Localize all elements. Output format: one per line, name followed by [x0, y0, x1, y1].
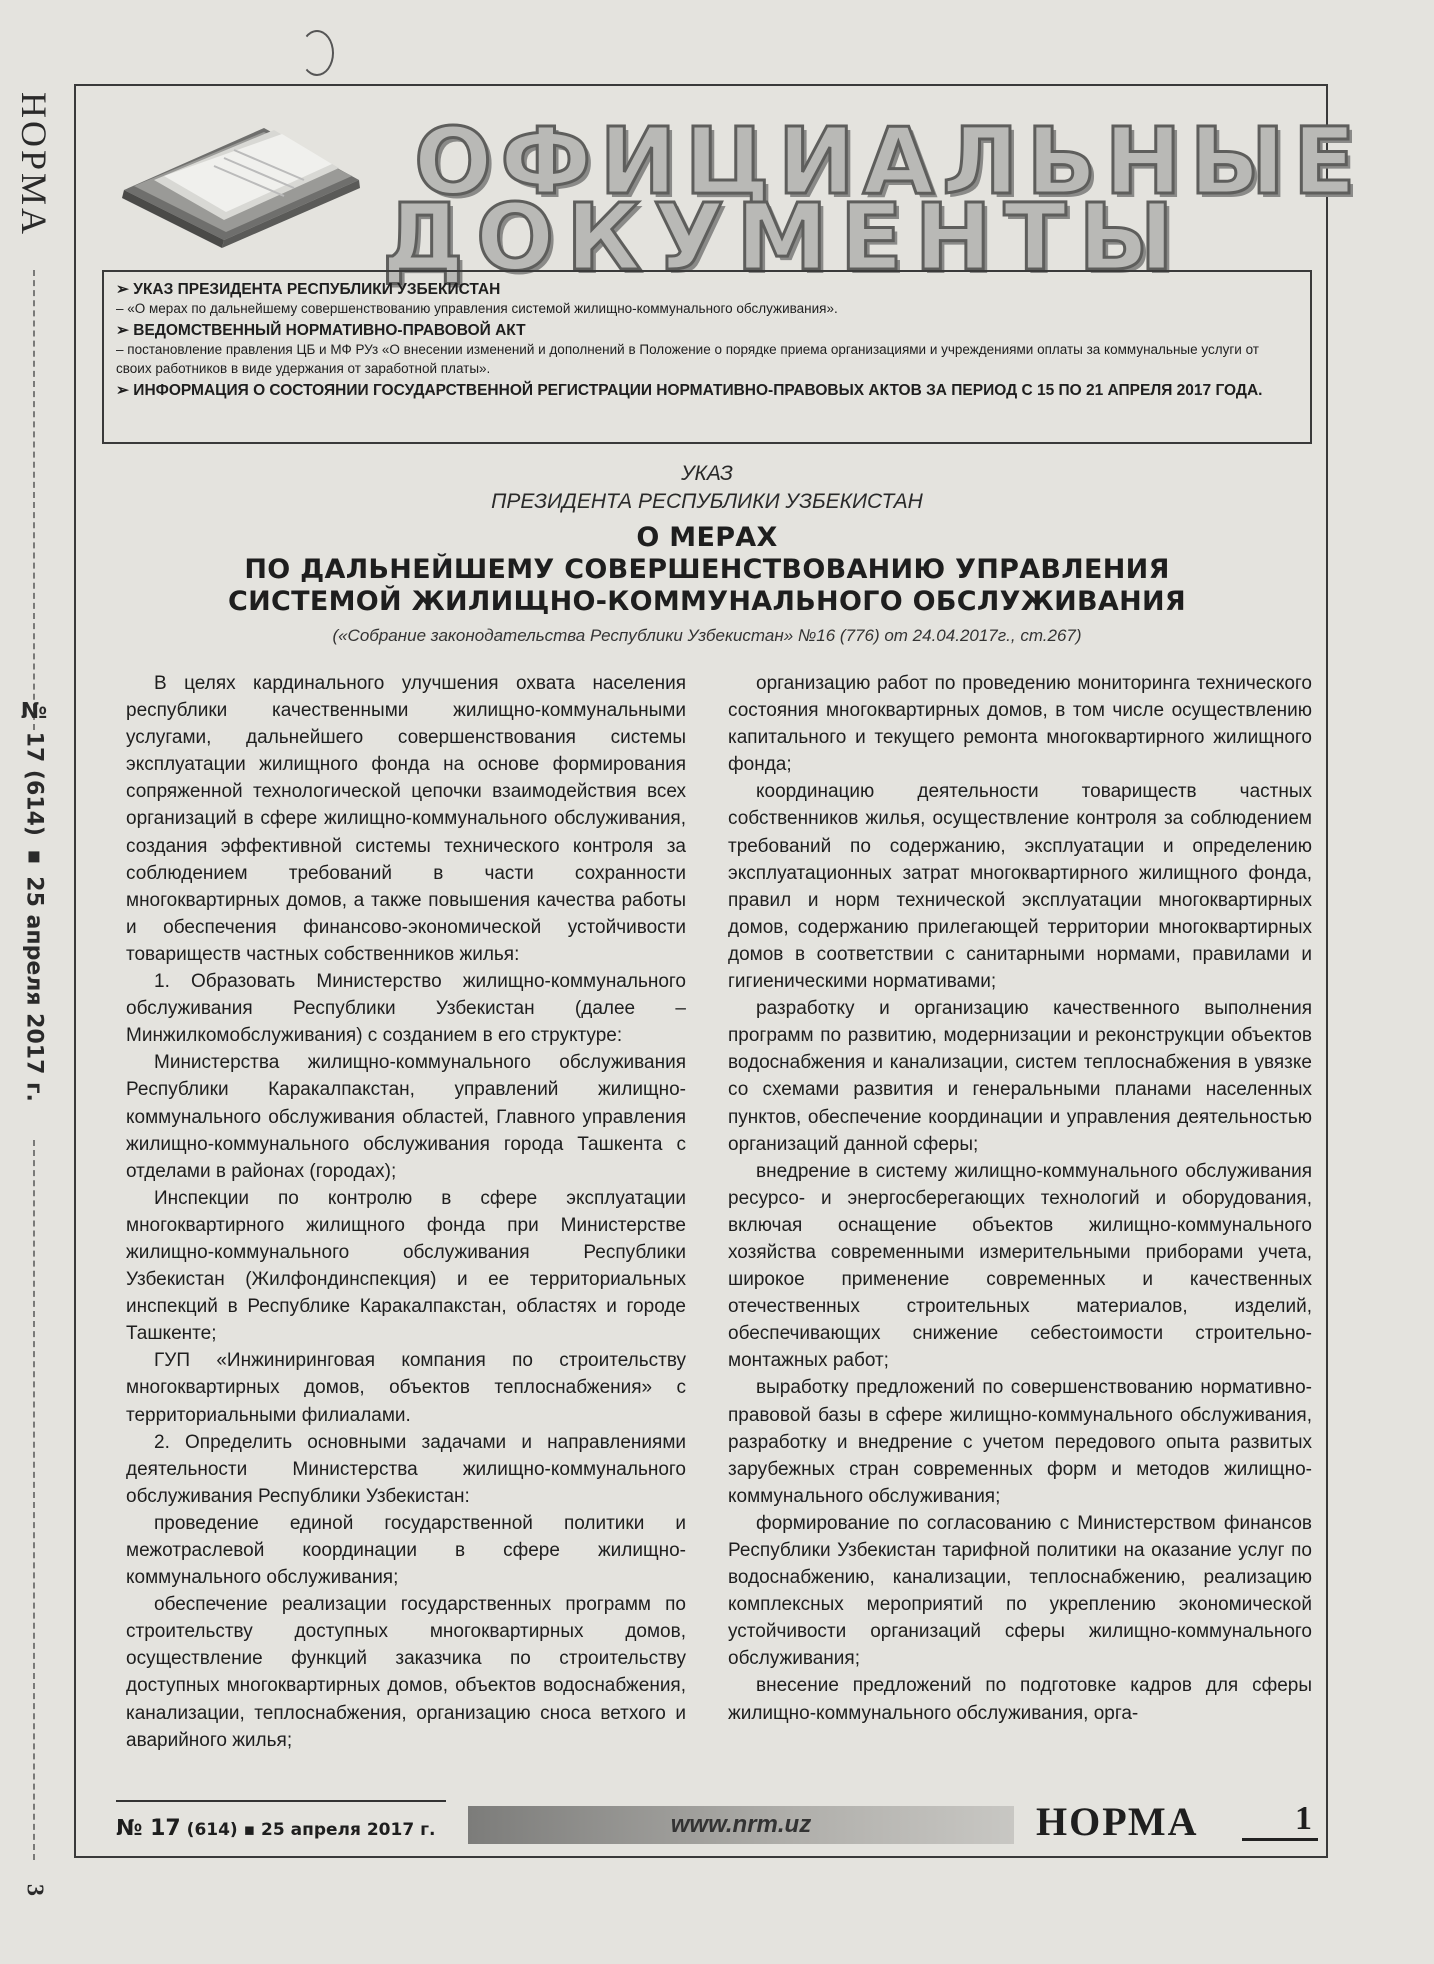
footer-issue-number: № 17 — [116, 1816, 181, 1841]
vertical-sidebar — [14, 70, 54, 1930]
sidebar-brand: НОРМА — [14, 92, 54, 238]
paragraph: Министерства жилищно-коммунального обслуживания Республики Каракалпакстан, управлений жилищно-коммунального обслуживания областей, Главного управления жилищно-коммунального обслуживания города Ташкента с отделами в районах (городах); — [126, 1052, 686, 1182]
page-number: 1 — [1242, 1800, 1318, 1841]
right-column — [728, 670, 1312, 1727]
sidebar-divider — [33, 1140, 35, 1860]
document-type: УКАЗ — [681, 462, 733, 485]
punch-hole — [300, 30, 334, 76]
documents-folder-icon — [114, 110, 364, 250]
contents-item-title: ➢ УКАЗ ПРЕЗИДЕНТА РЕСПУБЛИКИ УЗБЕКИСТАН — [116, 280, 1298, 299]
paragraph: организацию работ по проведению мониторинга технического состояния многоквартирных домов, в том числе осуществлению капитального и текущего ремонта многоквартирного жилищного фонда; — [728, 673, 1312, 776]
document-title — [102, 522, 1312, 618]
footer-website-bar — [468, 1806, 1014, 1844]
footer-issue-info — [116, 1816, 435, 1841]
contents-item — [116, 280, 1298, 318]
paragraph: Инспекции по контролю в сфере эксплуатации многоквартирного жилищного фонда при Министерстве жилищно-коммунального обслуживания Республики Узбекистан (Жилфондинспекция) и ее территориальных инспекций в Республике Каракалпакстан, областях и городе Ташкенте; — [126, 1187, 686, 1345]
paragraph: внесение предложений по подготовке кадров для сферы жилищно-коммунального обслуживания, орга- — [728, 1675, 1312, 1724]
paragraph: внедрение в систему жилищно-коммунального обслуживания ресурсо- и энергосберегающих технологий и оборудования, включая оснащение объектов жилищно-коммунального хозяйства современными измерительными приборами учета, широкое применение современных и качественных отечественных строительных материалов, изделий, обеспечивающих снижение себестоимости строительно-монтажных работ; — [728, 1160, 1312, 1372]
contents-item-title: ➢ ВЕДОМСТВЕННЫЙ НОРМАТИВНО-ПРАВОВОЙ АКТ — [116, 321, 1298, 340]
paragraph: координацию деятельности товариществ частных собственников жилья, осуществление контроля за соблюдением требований по содержанию, эксплуатации и определению эксплуатационных затрат многоквартирного жилищного фонда, правил и норм технической эксплуатации многоквартирных домов, содержанию прилегающей территории многоквартирных домов в соответствии с санитарными нормами, правилами и гигиеническими нормативами; — [728, 781, 1312, 993]
contents-item — [116, 381, 1298, 400]
paragraph: ГУП «Инжиниринговая компания по строительству многоквартирных домов, объектов теплоснабжения» с территориальными филиалами. — [126, 1350, 686, 1426]
sidebar-page: 3 — [21, 1884, 48, 1896]
paragraph: 2. Определить основными задачами и направлениями деятельности Министерства жилищно-коммунального обслуживания Республики Узбекистан: — [126, 1431, 686, 1507]
document-heading — [102, 460, 1312, 646]
sidebar-divider — [33, 270, 35, 730]
paragraph: проведение единой государственной политики и межотраслевой координации в сфере жилищно-коммунального обслуживания; — [126, 1512, 686, 1589]
document-title-line: О МЕРАХ — [636, 522, 778, 553]
website-link[interactable]: www.nrm.uz — [670, 1811, 812, 1838]
contents-item-title: ➢ ИНФОРМАЦИЯ О СОСТОЯНИИ ГОСУДАРСТВЕННОЙ РЕГИСТРАЦИИ НОРМАТИВНО-ПРАВОВЫХ АКТОВ ЗА ПЕРИОД С 15 ПО 21 АПРЕЛЯ 2017 ГОДА. — [116, 381, 1298, 400]
paragraph: выработку предложений по совершенствованию нормативно-правовой базы в сфере жилищно-коммунального обслуживания, разработку и внедрение с учетом передового опыта развитых зарубежных стран современных форм и методов жилищно-коммунального обслуживания; — [728, 1377, 1312, 1507]
document-issuer: ПРЕЗИДЕНТА РЕСПУБЛИКИ УЗБЕКИСТАН — [491, 490, 923, 513]
document-title-line: ПО ДАЛЬНЕЙШЕМУ СОВЕРШЕНСТВОВАНИЮ УПРАВЛЕНИЯ — [244, 554, 1170, 585]
contents-box — [102, 270, 1312, 444]
paragraph: обеспечение реализации государственных программ по строительству доступных многоквартирных домов, осуществление функций заказчика по строительству доступных многоквартирных домов, объектов водоснабжения, канализации, теплоснабжения, организацию сноса ветхого и аварийного жилья; — [126, 1594, 686, 1751]
footer-rule — [116, 1800, 446, 1802]
footer-brand-logo: НОРМА — [1036, 1799, 1199, 1844]
document-title-line: СИСТЕМОЙ ЖИЛИЩНО-КОММУНАЛЬНОГО ОБСЛУЖИВАНИЯ — [228, 586, 1186, 617]
paragraph: В целях кардинального улучшения охвата населения республики качественными жилищно-коммунальными услугами, дальнейшего совершенствования системы эксплуатации жилищного фонда на основе формирования сопряженной технологической цепочки взаимодействия всех организаций в сфере жилищно-коммунального обслуживания, создания эффективной системы технического контроля за соблюдением требований в части сохранности многоквартирных домов, а также повышения качества работы и обеспечения финансово-экономической устойчивости товариществ частных собственников жилья: — [126, 673, 686, 965]
contents-item-desc: – постановление правления ЦБ и МФ РУз «О внесении изменений и дополнений в Положение о порядке приема организациями и учреждениями оплаты за коммунальные услуги от своих работников в виде удержания от заработной платы». — [116, 342, 1259, 376]
header-title-line2: ДОКУМЕНТЫ — [382, 184, 1186, 291]
sidebar-issue: № 17 (614) ▪ 25 апреля 2017 г. — [21, 698, 47, 1102]
contents-item-desc: – «О мерах по дальнейшему совершенствованию управления системой жилищно-коммунального обслуживания». — [116, 301, 838, 316]
document-source: («Собрание законодательства Республики Узбекистан» №16 (776) от 24.04.2017г., ст.267) — [332, 626, 1082, 645]
page-footer — [102, 1800, 1332, 1860]
paragraph: разработку и организацию качественного выполнения программ по развитию, модернизации и реконструкции объектов водоснабжения и канализации, систем теплоснабжения в увязке со схемами развития и генеральными планами населенных пунктов, обеспечение координации и управления деятельностью организаций данной сферы; — [728, 998, 1312, 1155]
header-title-line1: ОФИЦИАЛЬНЫЕ — [414, 108, 1364, 215]
paragraph: формирование по согласованию с Министерством финансов Республики Узбекистан тарифной политики на оказание услуг по водоснабжению, канализации, теплоснабжению, реализацию комплексных мероприятий по укреплению экономической устойчивости организаций сферы жилищно-коммунального обслуживания; — [728, 1512, 1312, 1670]
left-column — [126, 670, 686, 1754]
paragraph: 1. Образовать Министерство жилищно-коммунального обслуживания Республики Узбекистан (далее – Минжилкомобслуживания) с созданием в его структуре: — [126, 971, 686, 1047]
footer-issue-date: (614) ▪ 25 апреля 2017 г. — [186, 1820, 436, 1840]
contents-item — [116, 321, 1298, 378]
